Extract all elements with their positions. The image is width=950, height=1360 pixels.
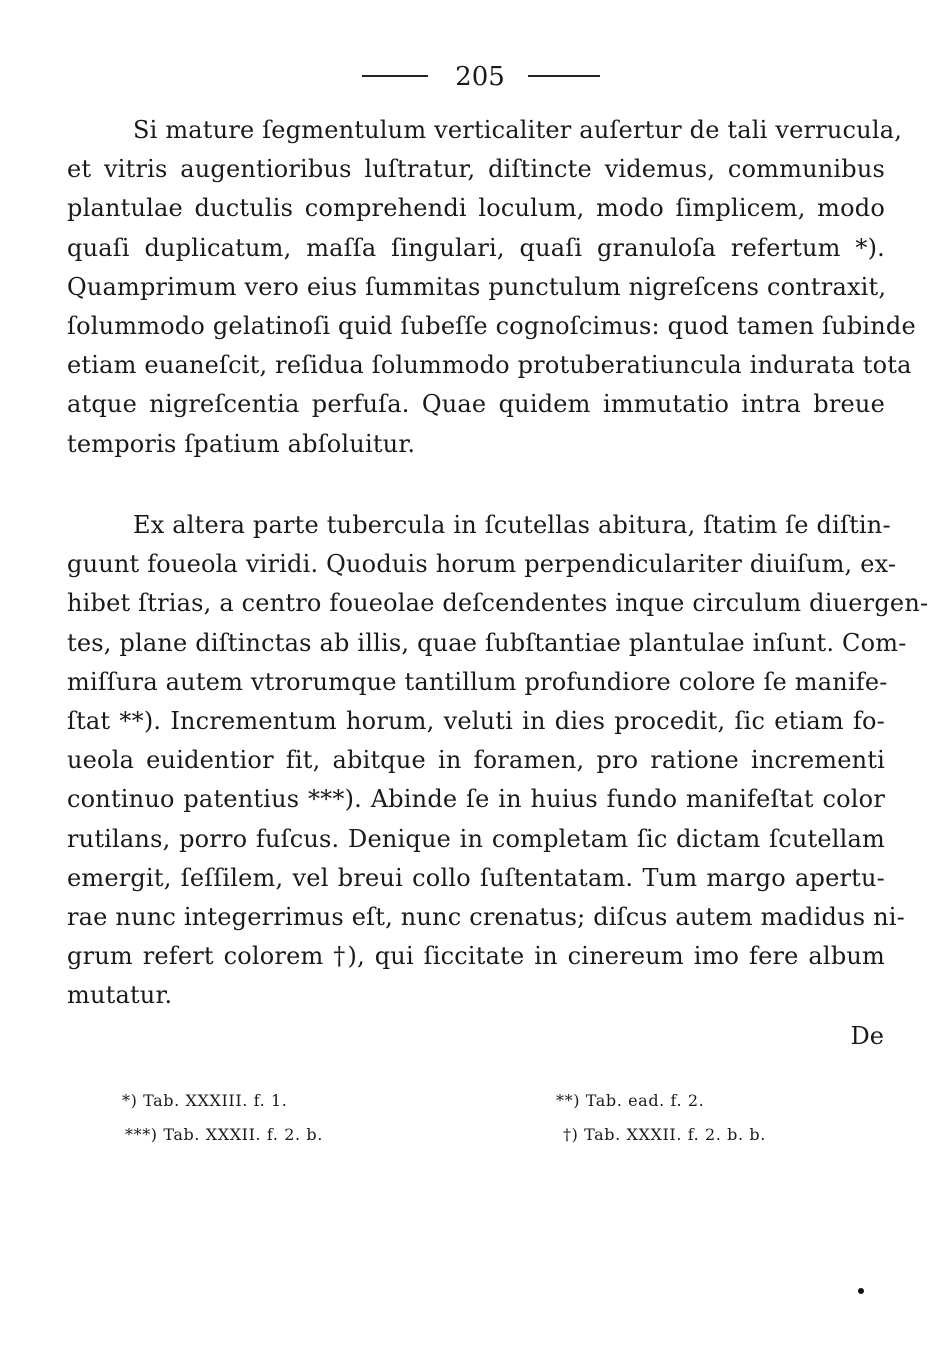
- text-line: hibet ſtrias, a centro foueolae deſcendentes inque circulum diuergen-: [67, 589, 929, 618]
- page-number: 205: [455, 62, 505, 92]
- text-line: atque nigreſcentia perfuſa. Quae quidem immutatio intra breue: [67, 390, 885, 419]
- text-line: ueola euidentior fit, abitque in foramen, pro ratione incrementi: [67, 746, 885, 775]
- paragraph-2: [67, 506, 929, 1015]
- footnote: ***) Tab. XXXII. f. 2. b.: [125, 1125, 323, 1144]
- footnote: *) Tab. XXXIII. f. 1.: [122, 1091, 288, 1110]
- text-line: rae nunc integerrimus eſt, nunc crenatus; diſcus autem madidus ni-: [67, 902, 905, 931]
- text-line: mutatur.: [67, 981, 173, 1010]
- text-line: grum refert colorem †), qui ſiccitate in cinereum imo fere album: [67, 942, 885, 971]
- text-line: rutilans, porro fuſcus. Denique in completam ſic dictam ſcutellam: [67, 824, 885, 853]
- text-line: quaſi duplicatum, maſſa ſingulari, quaſi granuloſa refertum *).: [67, 233, 885, 262]
- footnote: †) Tab. XXXII. f. 2. b. b.: [563, 1125, 766, 1144]
- footnote: **) Tab. ead. f. 2.: [556, 1091, 705, 1110]
- text-line: continuo patentius ***). Abinde ſe in huius fundo manifeſtat color: [67, 785, 885, 814]
- ink-speck: [858, 1288, 864, 1294]
- text-line: miſſura autem vtrorumque tantillum profundiore colore ſe manife-: [67, 667, 888, 696]
- text-line: Ex altera parte tubercula in ſcutellas abitura, ſtatim ſe diſtin-: [133, 511, 891, 539]
- text-line: guunt foueola viridi. Quoduis horum perpendiculariter diuiſum, ex-: [67, 550, 897, 579]
- text-line: tes, plane diſtinctas ab illis, quae ſubſtantiae plantulae inſunt. Com-: [67, 628, 907, 657]
- text-line: et vitris augentioribus luſtratur, diſtincte videmus, communibus: [67, 155, 885, 184]
- header-rule-left: [362, 75, 428, 77]
- catchword: De: [850, 1022, 884, 1050]
- text-line: ſolummodo gelatinoſi quid ſubeſſe cognoſcimus: quod tamen ſubinde: [67, 311, 916, 340]
- text-line: Si mature ſegmentulum verticaliter auſertur de tali verrucula,: [133, 116, 903, 144]
- text-line: Quamprimum vero eius ſummitas punctulum nigreſcens contraxit,: [67, 272, 887, 301]
- text-line: temporis ſpatium abſoluitur.: [67, 429, 416, 458]
- header-rule-right: [528, 75, 600, 77]
- text-line: plantulae ductulis comprehendi loculum, modo ſimplicem, modo: [67, 194, 885, 223]
- text-line: emergit, ſeſſilem, vel breui collo ſuſtentatam. Tum margo apertu-: [67, 863, 885, 892]
- page-header: [0, 62, 950, 92]
- text-line: etiam euaneſcit, reſidua ſolummodo protuberatiuncula indurata tota: [67, 351, 912, 380]
- paragraph-1: [67, 111, 916, 464]
- text-line: ſtat **). Incrementum horum, veluti in dies procedit, ſic etiam fo-: [67, 706, 885, 735]
